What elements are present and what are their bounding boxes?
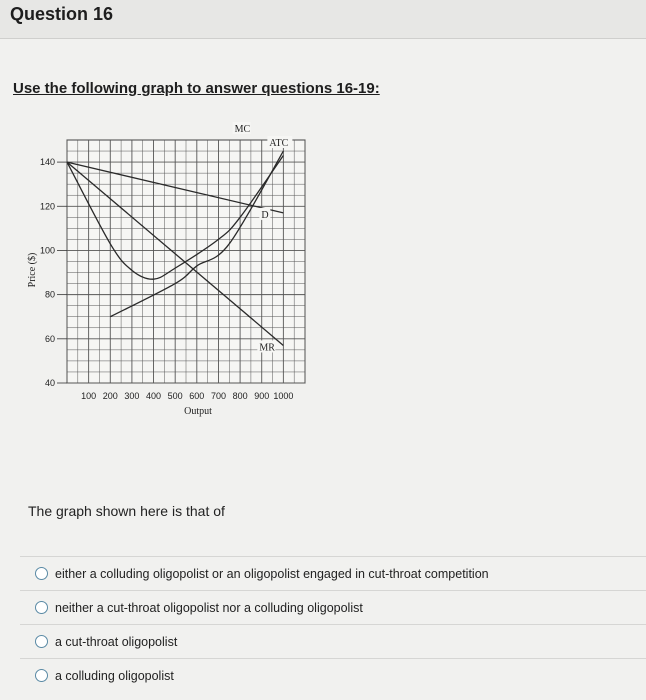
- answer-option-label: neither a cut-throat oligopolist nor a colluding oligopolist: [55, 600, 363, 615]
- x-tick-label: 100: [81, 391, 97, 401]
- curve-label-d: D: [261, 209, 269, 221]
- radio-button[interactable]: [35, 567, 48, 580]
- answer-options: [20, 556, 646, 692]
- y-axis-label: Price ($): [27, 252, 38, 288]
- x-axis-label: Output: [184, 406, 212, 417]
- answer-option-label: a cut-throat oligopolist: [55, 634, 178, 649]
- x-tick-label: 200: [102, 391, 118, 401]
- question-prompt: The graph shown here is that of: [28, 503, 225, 519]
- question-header: [0, 0, 646, 39]
- answer-option-3[interactable]: [20, 624, 646, 658]
- radio-button[interactable]: [35, 635, 48, 648]
- x-tick-label: 1000: [273, 391, 294, 401]
- y-tick-label: 140: [39, 157, 55, 168]
- x-tick-label: 900: [254, 391, 270, 401]
- x-tick-label: 400: [146, 391, 162, 401]
- y-tick-label: 80: [44, 289, 55, 300]
- x-tick-label: 300: [124, 391, 140, 401]
- y-tick-label: 60: [44, 333, 55, 344]
- x-tick-label: 700: [210, 391, 226, 401]
- curve-label-atc: ATC: [269, 138, 289, 149]
- answer-option-2[interactable]: [20, 590, 646, 624]
- y-tick-label: 120: [39, 201, 55, 212]
- curve-label-mr: MR: [259, 342, 275, 354]
- question-title: Question 16: [10, 4, 114, 24]
- y-tick-label: 100: [39, 245, 55, 256]
- instructions-text: Use the following graph to answer questions 16-19:: [13, 80, 380, 97]
- answer-option-4[interactable]: [20, 658, 646, 692]
- answer-option-label: a colluding oligopolist: [55, 668, 174, 683]
- answer-option-1[interactable]: [20, 556, 646, 590]
- curve-label-mc: MC: [234, 124, 251, 135]
- cost-revenue-graph: [0, 110, 646, 420]
- x-tick-label: 600: [189, 391, 205, 401]
- radio-button[interactable]: [35, 601, 48, 614]
- x-tick-label: 500: [167, 391, 183, 401]
- radio-button[interactable]: [35, 669, 48, 682]
- answer-option-label: either a colluding oligopolist or an oligopolist engaged in cut-throat competition: [55, 566, 489, 581]
- y-tick-label: 40: [44, 378, 55, 388]
- x-tick-label: 800: [232, 391, 248, 401]
